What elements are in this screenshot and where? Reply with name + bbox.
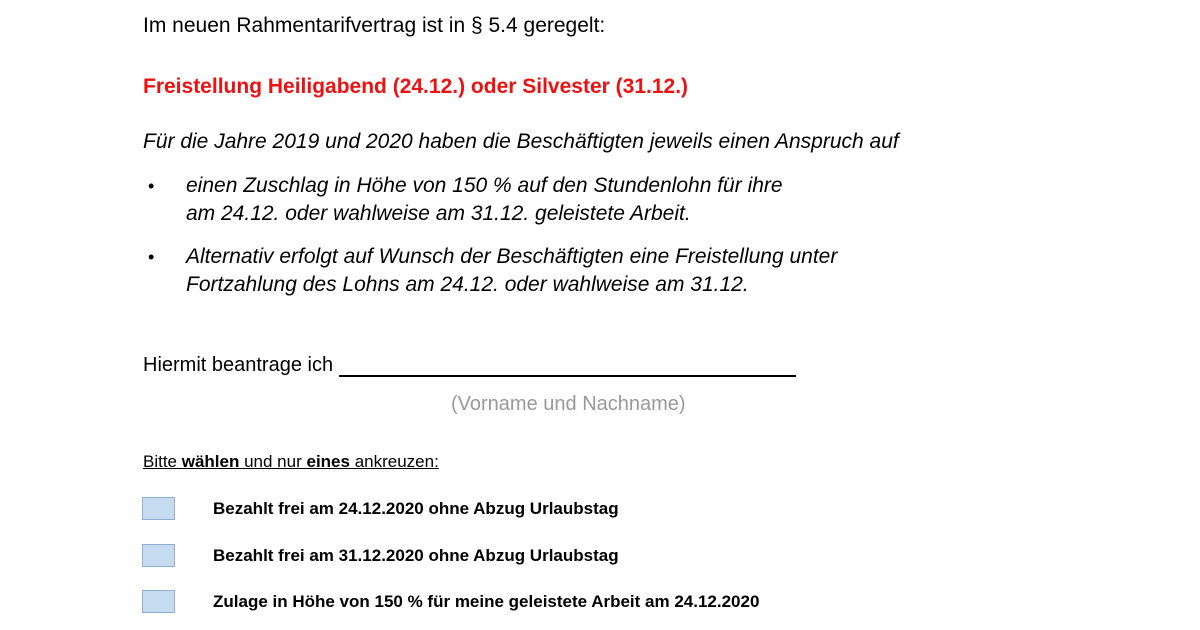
option-checkbox[interactable] xyxy=(142,544,175,567)
option-checkbox[interactable] xyxy=(142,497,175,520)
bullet-item xyxy=(143,172,1043,228)
option-label: Bezahlt frei am 24.12.2020 ohne Abzug Urlaubstag xyxy=(213,498,619,518)
bullet-item xyxy=(143,243,1043,299)
option-label: Zulage in Höhe von 150 % für meine geleistete Arbeit am 24.12.2020 xyxy=(213,591,760,611)
option-label: Bezahlt frei am 31.12.2020 ohne Abzug Urlaubstag xyxy=(213,545,619,565)
section-heading: Freistellung Heiligabend (24.12.) oder Silvester (31.12.) xyxy=(143,75,689,98)
option-row xyxy=(142,497,619,520)
intro-text: Im neuen Rahmentarifvertrag ist in § 5.4 geregelt: xyxy=(143,14,606,37)
instruction-emphasis: wählen xyxy=(181,452,240,471)
request-line xyxy=(143,354,796,377)
instruction-text: und nur xyxy=(239,452,307,471)
request-label: Hiermit beantrage ich xyxy=(143,354,334,376)
name-hint: (Vorname und Nachname) xyxy=(451,393,686,415)
instruction-text: ankreuzen: xyxy=(349,452,439,471)
bullet-line: Alternativ erfolgt auf Wunsch der Beschäftigten eine Freistellung unter xyxy=(186,245,838,268)
option-checkbox[interactable] xyxy=(142,590,175,613)
bullet-marker: • xyxy=(148,176,155,196)
bullet-list xyxy=(143,172,1043,299)
name-fill-line[interactable] xyxy=(339,354,796,377)
selection-instruction xyxy=(143,452,439,472)
instruction-emphasis: eines xyxy=(306,452,350,471)
option-row xyxy=(142,590,759,613)
bullet-line: Fortzahlung des Lohns am 24.12. oder wahlweise am 31.12. xyxy=(186,273,749,296)
option-row xyxy=(142,544,619,567)
instruction-text: Bitte xyxy=(143,452,182,471)
bullet-marker: • xyxy=(148,247,155,267)
bullet-line: am 24.12. oder wahlweise am 31.12. geleistete Arbeit. xyxy=(186,202,691,225)
lead-text: Für die Jahre 2019 und 2020 haben die Beschäftigten jeweils einen Anspruch auf xyxy=(143,130,899,153)
bullet-line: einen Zuschlag in Höhe von 150 % auf den Stundenlohn für ihre xyxy=(186,174,783,197)
